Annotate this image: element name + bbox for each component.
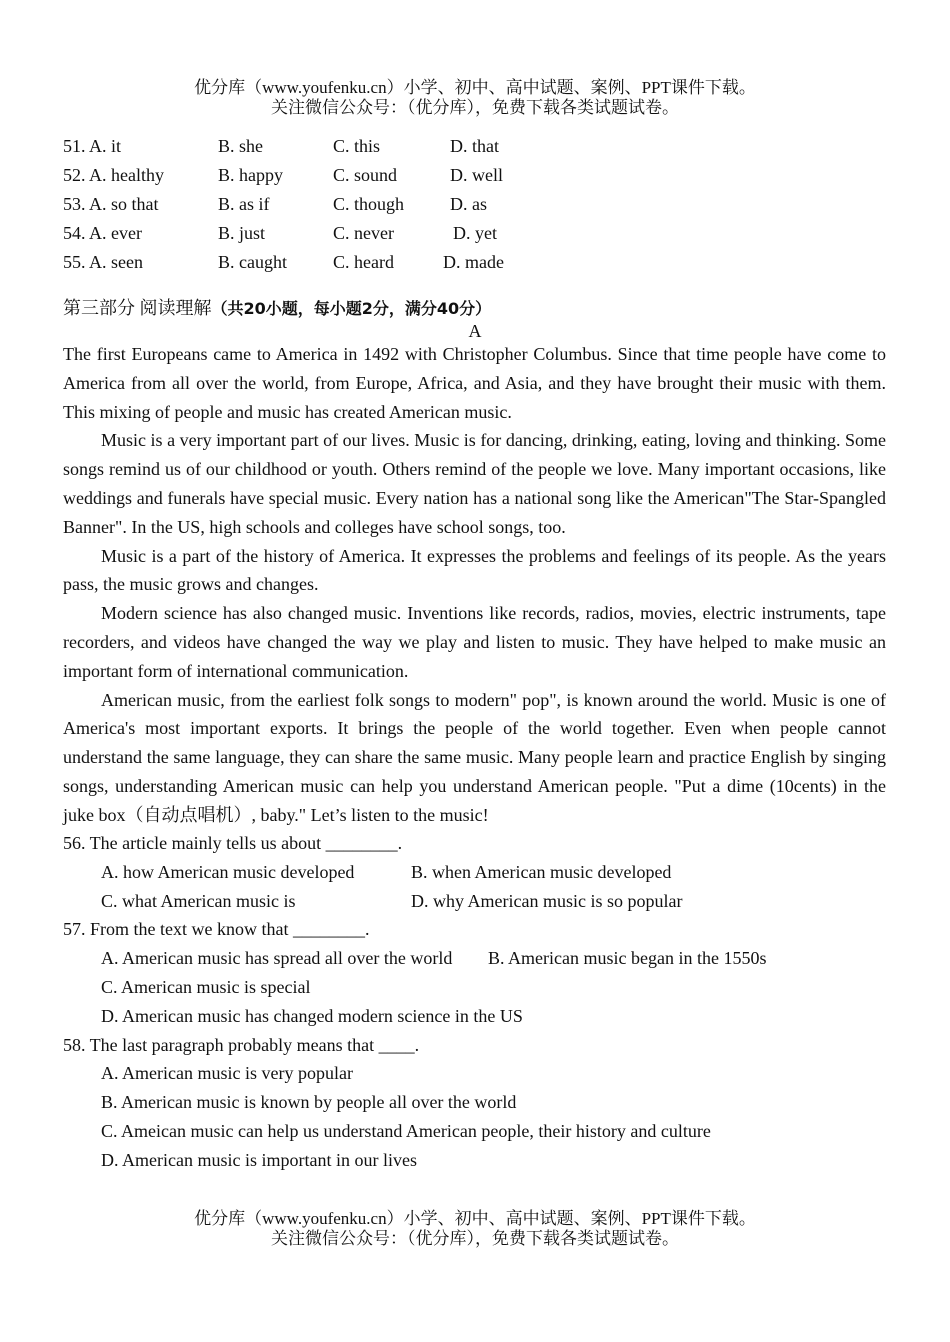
option-c: C. American music is special (101, 976, 311, 997)
passage-label: A (468, 321, 482, 341)
question-stem: 57. From the text we know that ________. (63, 919, 370, 940)
question-57-option-c (63, 973, 886, 1002)
footer-line-2: 关注微信公众号：（优分库），免费下载各类试题试卷。 (271, 1229, 679, 1248)
question-57-options-ab (63, 944, 886, 973)
question-56 (63, 829, 886, 858)
option-d: D. made (443, 252, 504, 272)
option-a: 51. A. it (63, 136, 122, 156)
option-c: C. this (333, 136, 381, 156)
question-stem: 56. The article mainly tells us about ________. (63, 833, 403, 853)
questions (63, 829, 886, 1175)
option-d: D. American music is important in our lives (101, 1149, 417, 1170)
section-part: 第三部分 阅读理解 (63, 298, 212, 318)
option-b: B. just (218, 223, 266, 243)
option-c: C. heard (333, 252, 394, 272)
passage-paragraph-1: The first Europeans came to America in 1492 with Christopher Columbus. Since that time people have come to America from all over the world, from Europe, Africa, and Asia, and they have brought their music with them. This mixing of people and music has created American music. (63, 344, 886, 422)
option-c: C. never (333, 223, 394, 243)
option-d: D. as (450, 194, 487, 214)
passage-paragraph-5: American music, from the earliest folk songs to modern" pop", is known around the world. Music is one of America's most important exports. It brings the people of the world together. Even when people cannot understand the same language, they can share the same music. Many people learn and practice English by singing songs, understanding American music can help you understand American people. "Put a dime (10cents) in the juke box（自动点唱机）, baby." Let’s listen to the music! (63, 689, 886, 825)
option-a: 52. A. healthy (63, 165, 164, 185)
option-b: B. American music began in the 1550s (488, 948, 767, 969)
option-b: B. she (218, 136, 263, 156)
reading-passage (63, 340, 886, 830)
passage-paragraph-4: Modern science has also changed music. Inventions like records, radios, movies, electric instruments, tape recorders, and videos have changed the way we play and listen to music. They have helped to make music an important form of international communication. (63, 603, 886, 681)
option-c: C. sound (333, 165, 398, 185)
question-58-option-c (63, 1117, 886, 1146)
section-detail: （共20小题，每小题2分，满分40分） (211, 299, 492, 318)
option-c: C. what American music is (101, 890, 296, 911)
passage-paragraph-2: Music is a very important part of our lives. Music is for dancing, drinking, eating, loving and thinking. Some songs remind us of our childhood or youth. Others remind of the people we love. Many important occasions, like weddings and funerals have special music. Every nation has a national song like the American"The Star-Spangled Banner". In the US, high schools and colleges have school songs, too. (63, 430, 886, 537)
option-a: A. American music has spread all over the world (101, 948, 453, 969)
cloze-option-row-55 (63, 248, 663, 277)
option-d: D. why American music is so popular (411, 890, 683, 911)
option-b: B. when American music developed (411, 861, 672, 882)
header-line-1: 优分库（www.youfenku.cn）小学、初中、高中试题、案例、PPT课件下载。 (194, 78, 756, 97)
question-58-option-b (63, 1088, 886, 1117)
cloze-option-row-51 (63, 132, 663, 161)
question-58-option-a (63, 1059, 886, 1088)
question-57-option-d (63, 1002, 886, 1031)
option-a: A. American music is very popular (101, 1063, 353, 1084)
option-c: C. Ameican music can help us understand American people, their history and culture (101, 1120, 711, 1141)
question-stem: 58. The last paragraph probably means that ____. (63, 1034, 420, 1055)
option-d: D. American music has changed modern science in the US (101, 1005, 523, 1026)
footer-line-1: 优分库（www.youfenku.cn）小学、初中、高中试题、案例、PPT课件下载。 (194, 1209, 756, 1228)
option-c: C. though (333, 194, 405, 214)
passage-paragraph-3: Music is a part of the history of America. It expresses the problems and feelings of its people. As the years pass, the music grows and changes. (63, 545, 886, 595)
option-d: D. well (450, 165, 503, 185)
option-a: 53. A. so that (63, 194, 159, 214)
option-b: B. as if (218, 194, 270, 214)
page-footer (0, 1209, 950, 1249)
option-b: B. happy (218, 165, 283, 185)
option-d: D. yet (453, 223, 497, 243)
cloze-option-row-54 (63, 219, 663, 248)
option-b: B. caught (218, 252, 287, 272)
question-57 (63, 915, 886, 944)
cloze-option-row-53 (63, 190, 663, 219)
header-line-2: 关注微信公众号：（优分库），免费下载各类试题试卷。 (271, 98, 679, 117)
question-56-options-cd (63, 887, 886, 916)
option-a: 54. A. ever (63, 223, 142, 243)
cloze-option-row-52 (63, 161, 663, 190)
option-b: B. American music is known by people all over the world (101, 1092, 517, 1113)
option-d: D. that (450, 136, 499, 156)
question-58 (63, 1031, 886, 1060)
question-56-options-ab (63, 858, 886, 887)
question-58-option-d (63, 1146, 886, 1175)
option-a: 55. A. seen (63, 252, 143, 272)
page-header (0, 78, 950, 118)
option-a: A. how American music developed (101, 861, 355, 882)
